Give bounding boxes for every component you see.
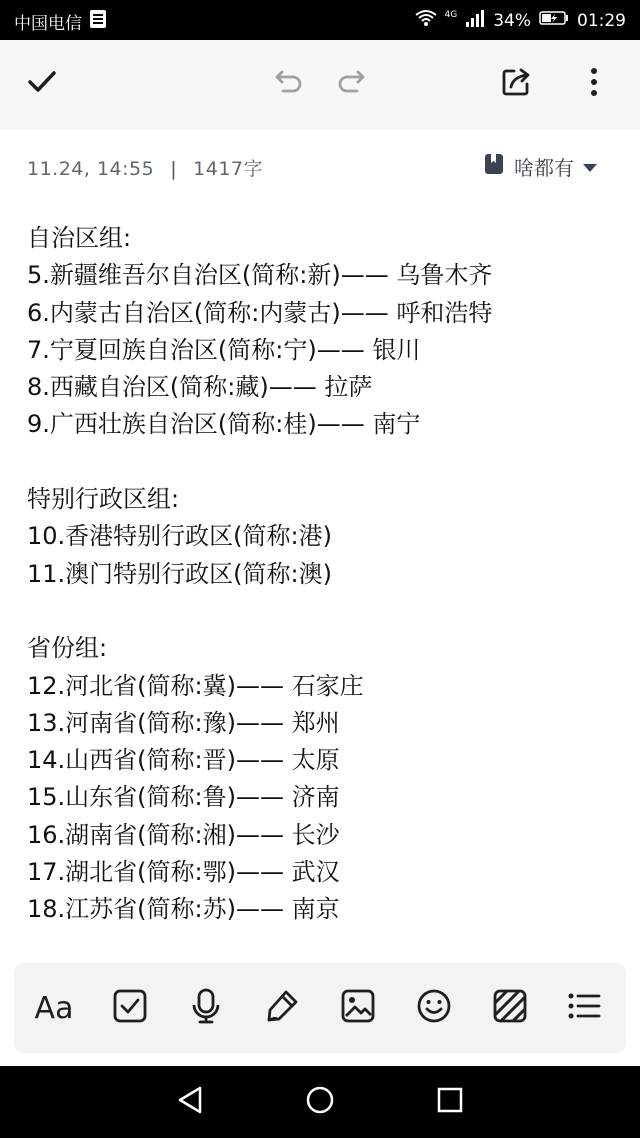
wifi-icon bbox=[415, 9, 437, 32]
note-meta bbox=[0, 130, 640, 204]
note-line: 9.广西壮族自治区(简称:桂)—— 南宁 bbox=[27, 410, 421, 439]
clock: 01:29 bbox=[577, 10, 626, 31]
insert-image-button[interactable] bbox=[334, 984, 382, 1032]
dropdown-arrow-icon bbox=[582, 155, 598, 179]
content-fade bbox=[0, 925, 640, 965]
note-line: 自治区组: bbox=[27, 224, 132, 252]
note-line: 7.宁夏回族自治区(简称:宁)—— 银川 bbox=[27, 335, 421, 364]
battery-icon bbox=[539, 10, 569, 31]
notebook-icon bbox=[482, 152, 506, 181]
battery-percent: 34% bbox=[493, 10, 531, 31]
text-style-icon: Aa bbox=[34, 990, 74, 1026]
emoji-icon bbox=[416, 988, 452, 1028]
voice-input-button[interactable] bbox=[182, 984, 230, 1032]
note-info bbox=[27, 154, 263, 181]
note-line: 省份组: bbox=[27, 634, 108, 663]
pattern-icon bbox=[492, 988, 528, 1028]
redo-icon bbox=[335, 65, 369, 103]
note-line: 6.内蒙古自治区(简称:内蒙古)—— 呼和浩特 bbox=[27, 298, 493, 327]
editor-toolbar bbox=[0, 40, 640, 130]
signal-icon bbox=[465, 9, 485, 32]
share-icon bbox=[499, 65, 533, 103]
folder-name: 啥都有 bbox=[514, 156, 574, 180]
meta-separator: | bbox=[170, 158, 178, 180]
recents-square-icon bbox=[436, 1086, 464, 1118]
back-button[interactable] bbox=[170, 1082, 210, 1122]
recents-button[interactable] bbox=[430, 1082, 470, 1122]
system-nav-bar bbox=[0, 1066, 640, 1138]
note-line: 10.香港特别行政区(简称:港) bbox=[27, 522, 332, 551]
checklist-icon bbox=[112, 988, 148, 1028]
text-style-button[interactable] bbox=[30, 984, 78, 1032]
home-button[interactable] bbox=[300, 1082, 340, 1122]
list-icon bbox=[566, 988, 602, 1028]
check-icon bbox=[25, 65, 59, 103]
undo-button[interactable] bbox=[264, 60, 312, 108]
note-line: 12.河北省(简称:冀)—— 石家庄 bbox=[27, 671, 364, 700]
note-line: 14.山西省(简称:晋)—— 太原 bbox=[27, 746, 340, 775]
handwriting-button[interactable] bbox=[258, 984, 306, 1032]
blank-line bbox=[27, 444, 617, 481]
folder-selector[interactable] bbox=[482, 152, 598, 181]
char-count: 1417字 bbox=[193, 158, 263, 180]
note-line: 15.山东省(简称:鲁)—— 济南 bbox=[27, 783, 340, 812]
undo-icon bbox=[271, 65, 305, 103]
emoji-button[interactable] bbox=[410, 984, 458, 1032]
more-options-button[interactable] bbox=[570, 60, 618, 108]
more-icon bbox=[588, 65, 600, 103]
note-body[interactable] bbox=[27, 220, 617, 940]
note-line: 11.澳门特别行政区(简称:澳) bbox=[27, 559, 332, 588]
done-button[interactable] bbox=[18, 60, 66, 108]
background-style-button[interactable] bbox=[486, 984, 534, 1032]
microphone-icon bbox=[188, 988, 224, 1028]
network-type-label: 4G bbox=[444, 9, 458, 20]
home-circle-icon bbox=[305, 1085, 335, 1119]
pen-icon bbox=[264, 988, 300, 1028]
blank-line bbox=[27, 593, 617, 630]
list-button[interactable] bbox=[560, 984, 608, 1032]
image-icon bbox=[340, 988, 376, 1028]
note-datetime: 11.24, 14:55 bbox=[27, 158, 155, 180]
note-line: 8.西藏自治区(简称:藏)—— 拉萨 bbox=[27, 373, 373, 402]
note-line: 17.湖北省(简称:鄂)—— 武汉 bbox=[27, 858, 340, 887]
status-bar bbox=[0, 0, 640, 40]
note-line: 16.湖南省(简称:湘)—— 长沙 bbox=[27, 820, 340, 849]
note-line: 特别行政区组: bbox=[27, 485, 180, 514]
checklist-button[interactable] bbox=[106, 984, 154, 1032]
note-line: 13.河南省(简称:豫)—— 郑州 bbox=[27, 708, 340, 737]
sim-icon bbox=[88, 9, 108, 34]
note-line: 5.新疆维吾尔自治区(简称:新)—— 乌鲁木齐 bbox=[27, 261, 493, 290]
format-toolbar bbox=[14, 963, 626, 1053]
carrier-label: 中国电信 bbox=[14, 14, 82, 34]
share-button[interactable] bbox=[492, 60, 540, 108]
note-line: 18.江苏省(简称:苏)—— 南京 bbox=[27, 895, 340, 924]
back-triangle-icon bbox=[176, 1085, 204, 1119]
redo-button[interactable] bbox=[328, 60, 376, 108]
